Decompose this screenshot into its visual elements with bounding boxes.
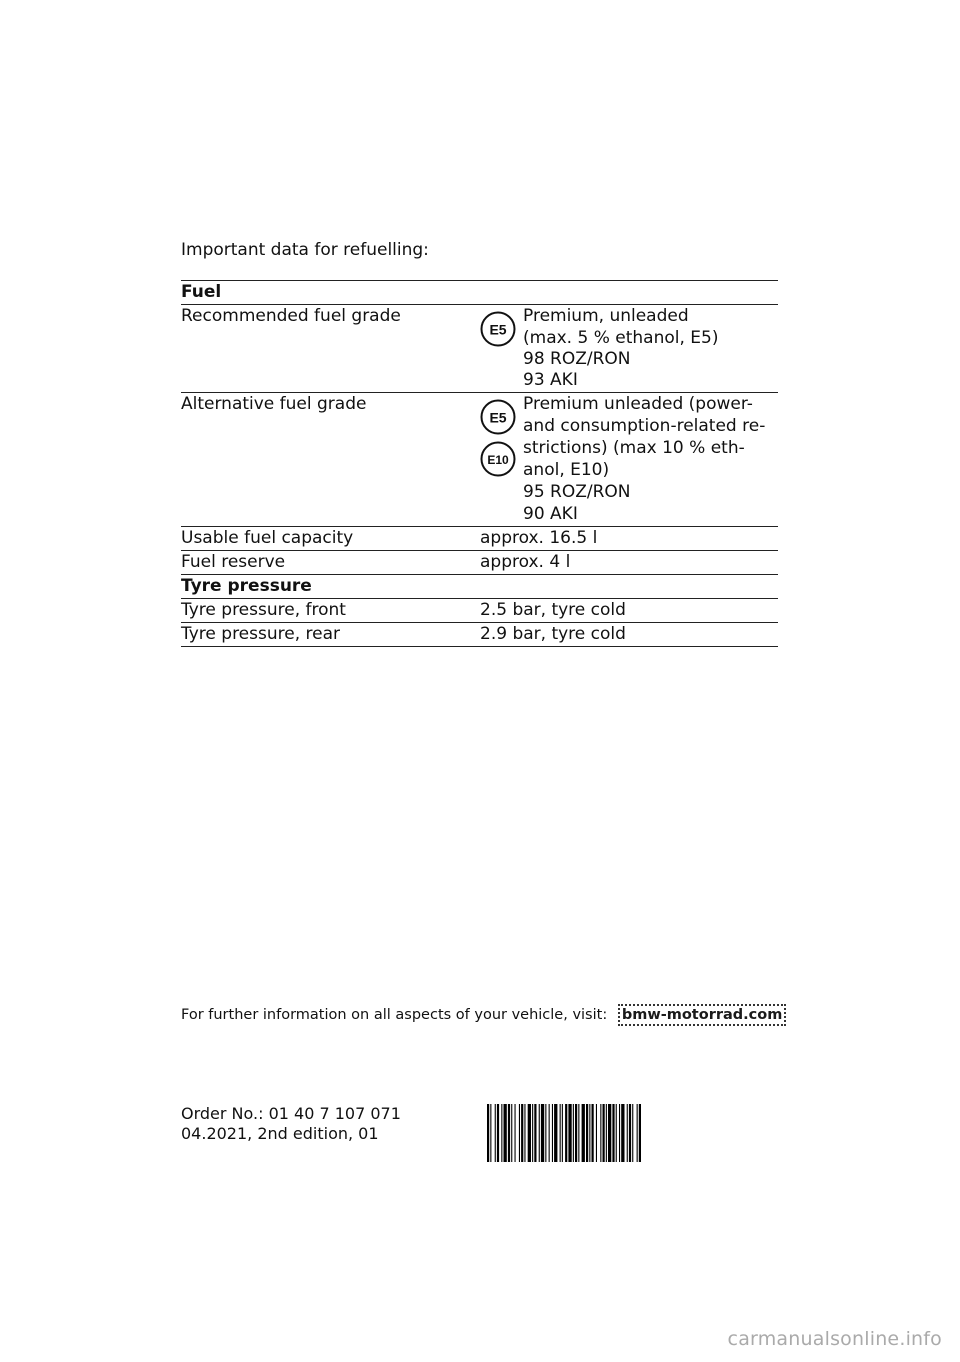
barcode-bar: [490, 1104, 491, 1162]
e10-badge-text: E10: [487, 453, 509, 467]
barcode-bar: [504, 1104, 507, 1162]
further-info-footer: [181, 1007, 786, 1023]
recommended-line: Premium, unleaded: [523, 306, 689, 326]
alternative-line: Premium unleaded (power-: [523, 394, 753, 414]
e5-fuel-icon: [480, 399, 516, 435]
barcode-bar: [487, 1104, 489, 1162]
divider: [181, 646, 778, 647]
alternative-line: and consumption-related re-: [523, 416, 766, 436]
barcode-bar: [539, 1104, 540, 1162]
e5-badge-text: E5: [489, 409, 507, 426]
barcode: [487, 1104, 778, 1162]
barcode-bar: [524, 1104, 525, 1162]
e10-fuel-icon: [480, 441, 516, 477]
e5-fuel-icon: [480, 311, 516, 347]
barcode-bar: [528, 1104, 531, 1162]
barcode-bar: [612, 1104, 614, 1162]
tyre-rear-label: Tyre pressure, rear: [181, 624, 340, 644]
barcode-bar: [600, 1104, 601, 1162]
barcode-bar: [521, 1104, 523, 1162]
alternative-fuel-row: [181, 393, 778, 525]
fuel-capacity-value: approx. 16.5 l: [480, 528, 598, 548]
barcode-bar: [606, 1104, 607, 1162]
barcode-bar: [554, 1104, 557, 1162]
barcode-bar: [497, 1104, 499, 1162]
barcode-bar: [639, 1104, 641, 1162]
recommended-fuel-row: [181, 305, 778, 391]
barcode-bar: [519, 1104, 520, 1162]
fuel-reserve-label: Fuel reserve: [181, 552, 286, 572]
barcode-bar: [545, 1104, 546, 1162]
barcode-bar: [549, 1104, 550, 1162]
page-heading: Important data for refuelling:: [181, 240, 429, 260]
fuel-section-title: Fuel: [181, 282, 222, 302]
barcode-bar: [562, 1104, 563, 1162]
barcode-bar: [575, 1104, 577, 1162]
barcode-bar: [495, 1104, 496, 1162]
tyre-rear-value: 2.9 bar, tyre cold: [480, 624, 626, 644]
website-link[interactable]: bmw-motorrad.com: [618, 1004, 787, 1026]
fuel-capacity-label: Usable fuel capacity: [181, 528, 354, 548]
barcode-bar: [637, 1104, 638, 1162]
barcode-bar: [534, 1104, 536, 1162]
barcode-bar: [608, 1104, 611, 1162]
divider: [181, 280, 778, 281]
barcode-bar: [578, 1104, 579, 1162]
alternative-line: 95 ROZ/RON: [523, 482, 631, 502]
barcode-bar: [616, 1104, 617, 1162]
e5-badge-text: E5: [489, 321, 507, 338]
order-info: [181, 1104, 401, 1144]
order-number: Order No.: 01 40 7 107 071: [181, 1104, 401, 1123]
fuel-reserve-value: approx. 4 l: [480, 552, 571, 572]
barcode-bar: [511, 1104, 512, 1162]
tyre-front-label: Tyre pressure, front: [181, 600, 346, 620]
recommended-line: (max. 5 % ethanol, E5): [523, 328, 719, 348]
barcode-bar: [515, 1104, 516, 1162]
barcode-bar: [589, 1104, 590, 1162]
barcode-bar: [501, 1104, 502, 1162]
alternative-line: anol, E10): [523, 460, 610, 480]
edition-info: 04.2021, 2nd edition, 01: [181, 1124, 379, 1143]
recommended-fuel-label: Recommended fuel grade: [181, 306, 401, 326]
barcode-bar: [627, 1104, 628, 1162]
tyre-front-value: 2.5 bar, tyre cold: [480, 600, 626, 620]
alternative-fuel-label: Alternative fuel grade: [181, 394, 367, 414]
alternative-line: strictions) (max 10 % eth-: [523, 438, 745, 458]
barcode-bar: [619, 1104, 620, 1162]
barcode-bar: [552, 1104, 553, 1162]
barcode-bar: [565, 1104, 567, 1162]
barcode-bar: [596, 1104, 597, 1162]
tyre-section-title: Tyre pressure: [181, 576, 312, 596]
recommended-line: 93 AKI: [523, 370, 578, 390]
barcode-bar: [592, 1104, 594, 1162]
further-info-text: For further information on all aspects of your vehicle, visit:: [181, 1007, 608, 1023]
barcode-bar: [541, 1104, 544, 1162]
barcode-bar: [560, 1104, 561, 1162]
barcode-bar: [586, 1104, 588, 1162]
barcode-bar: [632, 1104, 633, 1162]
recommended-line: 98 ROZ/RON: [523, 349, 631, 369]
barcode-bar: [532, 1104, 533, 1162]
barcode-bar: [573, 1104, 574, 1162]
barcode-bar: [621, 1104, 624, 1162]
barcode-bar: [603, 1104, 605, 1162]
barcode-bar: [568, 1104, 571, 1162]
barcode-bar: [582, 1104, 585, 1162]
watermark: carmanualsonline.info: [727, 1328, 942, 1350]
alternative-line: 90 AKI: [523, 504, 578, 524]
barcode-bar: [508, 1104, 510, 1162]
barcode-bar: [629, 1104, 631, 1162]
